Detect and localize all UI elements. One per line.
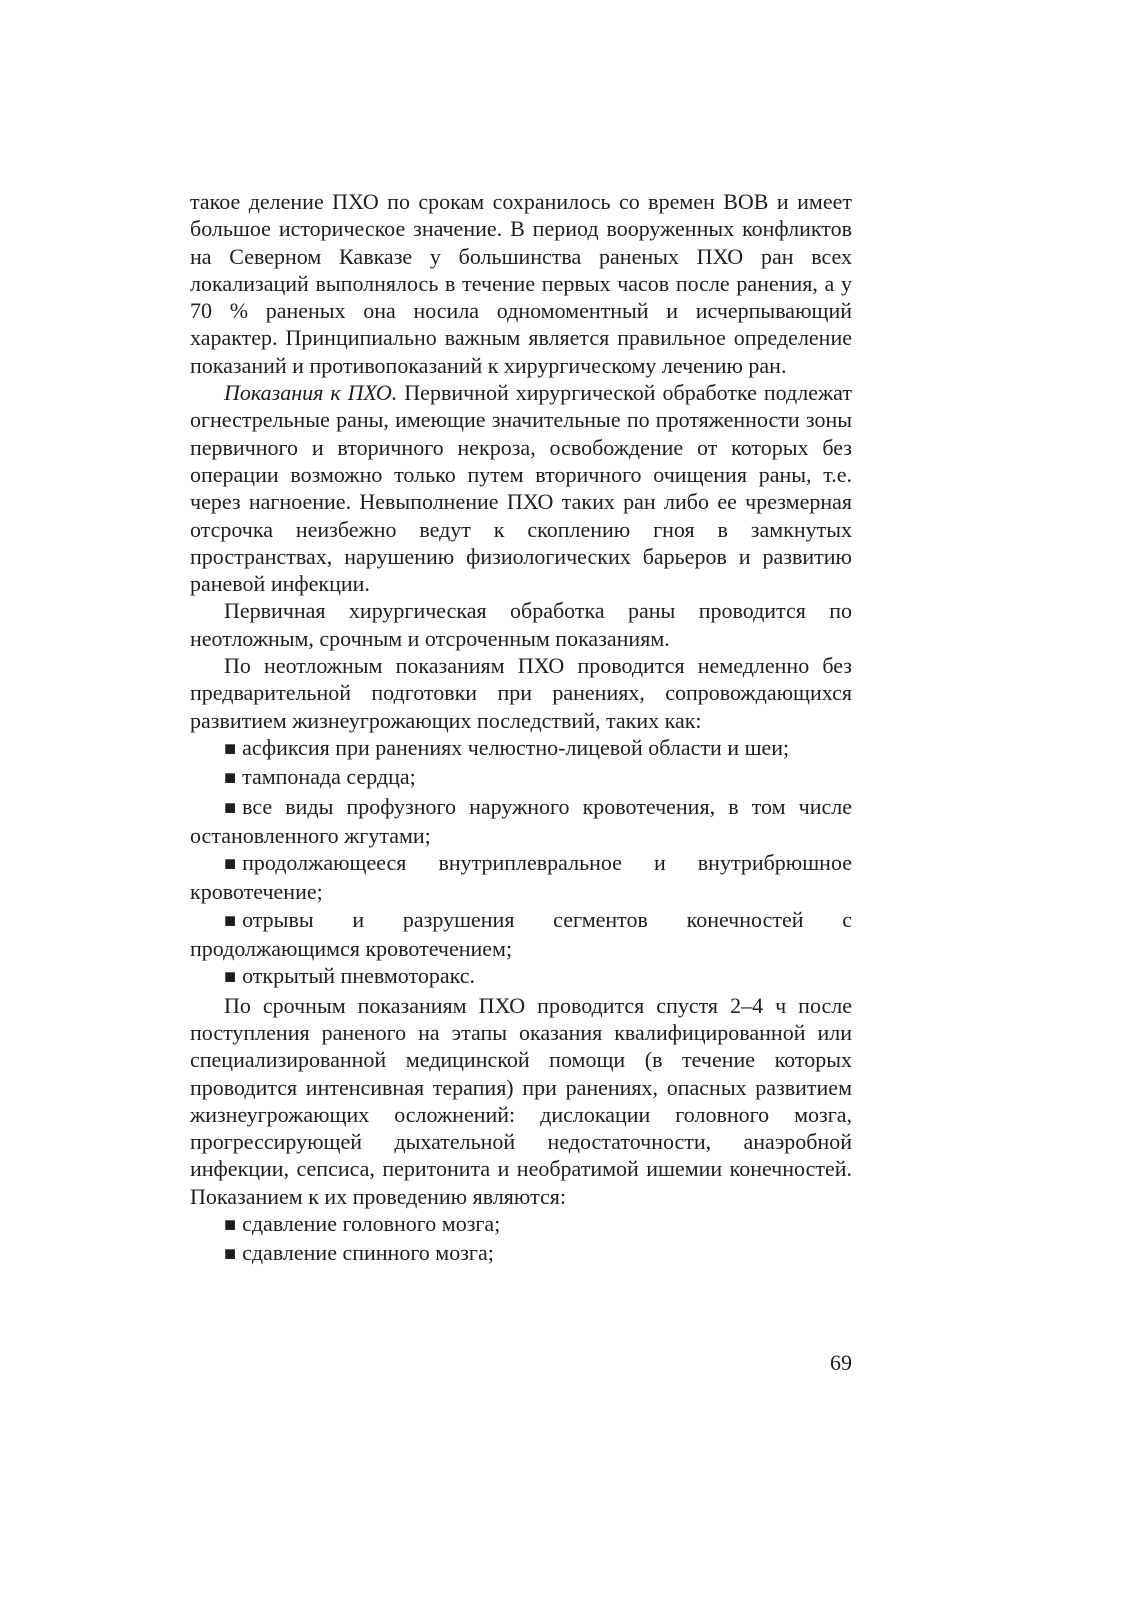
- list-item: [190, 1210, 852, 1239]
- list-item-text: открытый пневмоторакс.: [242, 963, 476, 989]
- list-item: [190, 906, 852, 963]
- list-item-text: отрывы и разрушения сегментов конечностей с продолжающимся кровотечением;: [190, 906, 852, 962]
- list-item-text: асфиксия при ранениях челюстно-лицевой области и шеи;: [242, 734, 790, 760]
- paragraph-intro: такое деление ПХО по срокам сохранилось со времен ВОВ и имеет большое историческое значение. В период вооруженных конфликтов на Северном Кавказе у большинства раненых ПХО ран всех локализаций выполнялось в течение первых часов после ранения, а у 70 % раненых она носила одномоментный и исчерпывающий характер. Принципиально важным является правильное определение показаний и противопоказаний к хирургическому лечению ран.: [190, 189, 852, 378]
- list-item-text: сдавление головного мозга;: [242, 1210, 501, 1236]
- list-item: [190, 849, 852, 906]
- bullet-square-icon: ■: [224, 1243, 237, 1266]
- bullet-square-icon: ■: [224, 796, 237, 819]
- paragraph-indications: [190, 379, 852, 597]
- list-item: [190, 962, 852, 991]
- bullet-square-icon: ■: [224, 1213, 237, 1236]
- paragraph-urgent: По неотложным показаниям ПХО проводится немедленно без предварительной подготовки при ранениях, сопровождающихся развитием жизнеугрожающих последствий, таких как:: [190, 653, 852, 733]
- list-item-text: все виды профузного наружного кровотечения, в том числе остановленного жгутами;: [190, 793, 852, 848]
- list-item-text: продолжающееся внутриплевральное и внутрибрюшное кровотечение;: [190, 850, 852, 905]
- list-item: [190, 763, 852, 792]
- list-item: [190, 793, 852, 850]
- bullet-square-icon: ■: [224, 966, 237, 989]
- bullet-square-icon: ■: [224, 853, 237, 876]
- paragraph-pho-types: Первичная хирургическая обработка раны проводится по неотложным, срочным и отсроченным показаниям.: [190, 598, 852, 651]
- page-number: 69: [830, 1350, 852, 1375]
- list-item: [190, 1239, 852, 1268]
- page-body: [190, 188, 852, 1269]
- paragraph-early: По срочным показаниям ПХО проводится спустя 2–4 ч после поступления раненого на этапы оказания квалифицированной или специализированной медицинской помощи (в течение которых проводится интенсивная терапия) при ранениях, опасных развитием жизнеугрожающих осложнений: дислокации головного мозга, прогрессирующей дыхательной недостаточности, анаэробной инфекции, сепсиса, перитонита и необратимой ишемии конечностей. Показанием к их проведению являются:: [190, 992, 852, 1209]
- indications-heading: Показания к ПХО.: [224, 380, 398, 406]
- bullet-square-icon: ■: [224, 909, 237, 932]
- bullet-square-icon: ■: [224, 737, 237, 760]
- bullet-square-icon: ■: [224, 767, 237, 790]
- list-item-text: сдавление спинного мозга;: [242, 1240, 494, 1266]
- list-item-text: тампонада сердца;: [242, 764, 416, 790]
- indications-text: Первичной хирургической обработке подлежат огнестрельные раны, имеющие значительные по протяженности зоны первичного и вторичного некроза, освобождение от которых без операции возможно только путем вторичного очищения раны, т.е. через нагноение. Невыполнение ПХО таких ран либо ее чрезмерная отсрочка неизбежно ведут к скоплению гноя в замкнутых пространствах, нарушению физиологических барьеров и развитию раневой инфекции.: [190, 380, 852, 597]
- list-item: [190, 734, 852, 763]
